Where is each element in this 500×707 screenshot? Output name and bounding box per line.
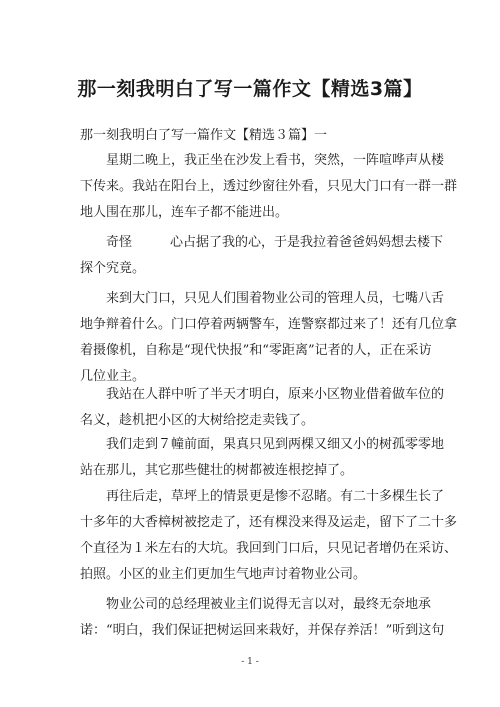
paragraph-4 — [80, 382, 445, 434]
paragraph-line — [80, 230, 444, 256]
paragraph-line: 地争辩着什么。门口停着两辆警车，连警察都过来了！还有几位拿 — [80, 317, 458, 332]
paragraph-line: 我站在人群中听了半天才明白，原来小区物业借着做车位的 — [106, 387, 445, 402]
document-subtitle: 那一刻我明白了写一篇作文【精选３篇】一 — [80, 128, 328, 143]
paragraph-line: 下传来。我站在阳台上，透过纱窗往外看，只见大门口有一群一群 — [80, 179, 458, 194]
paragraph-line: 我们走到７幢前面，果真只见到两棵又细又小的树孤零零地 — [106, 437, 445, 452]
paragraph-line: 诺：“明白，我们保证把树运回来栽好，并保存养活！”听到这句 — [80, 623, 445, 638]
paragraph-line: 探个究竟。 — [80, 261, 146, 276]
paragraph-line: 个直径为１米左右的大坑。我回到门口后，只见记者增仍在采访、 — [80, 541, 458, 556]
paragraph-line: 来到大门口，只见人们围着物业公司的管理人员，七嘴八舌 — [106, 291, 445, 306]
paragraph-line: 物业公司的总经理被业主们说得无言以对，最终无奈地承 — [106, 597, 432, 612]
paragraph-line: 站在那儿，其它那些健壮的树都被连根挖掉了。 — [80, 463, 354, 478]
paragraph-5 — [80, 432, 445, 484]
document-title: 那一刻我明白了写一篇作文【精选3篇】 — [77, 78, 423, 100]
paragraph-line: 地人围在那儿，连车子都不能进出。 — [80, 205, 289, 220]
paragraph-text-fragment: 心占据了我的心，于是我拉着爸爸妈妈想去楼下 — [170, 235, 444, 250]
paragraph-6 — [80, 484, 458, 588]
paragraph-line: 再往后走，草坪上的情景更是惨不忍睹。有二十多棵生长了 — [106, 489, 445, 504]
paragraph-line: 十多年的大香樟树被挖走了，还有棵没来得及运走，留下了二十多 — [80, 515, 458, 530]
paragraph-3 — [80, 286, 458, 390]
page-number: - 1 - — [241, 657, 259, 667]
paragraph-line: 着摄像机，自称是“现代快报”和“零距离”记者的人，正在采访 — [80, 343, 432, 358]
paragraph-line: 名义，趁机把小区的大树给挖走卖钱了。 — [80, 413, 315, 428]
paragraph-line: 星期二晚上，我正坐在沙发上看书，突然，一阵喧哗声从楼 — [106, 153, 445, 168]
paragraph-text-fragment: 奇怪 — [106, 235, 133, 250]
paragraph-2 — [80, 230, 444, 282]
paragraph-line: 拍照。小区的业主们更加生气地声讨着物业公司。 — [80, 567, 367, 582]
paragraph-7 — [80, 592, 445, 644]
paragraph-line: 几位业主。 — [80, 369, 146, 384]
paragraph-1 — [80, 148, 458, 226]
